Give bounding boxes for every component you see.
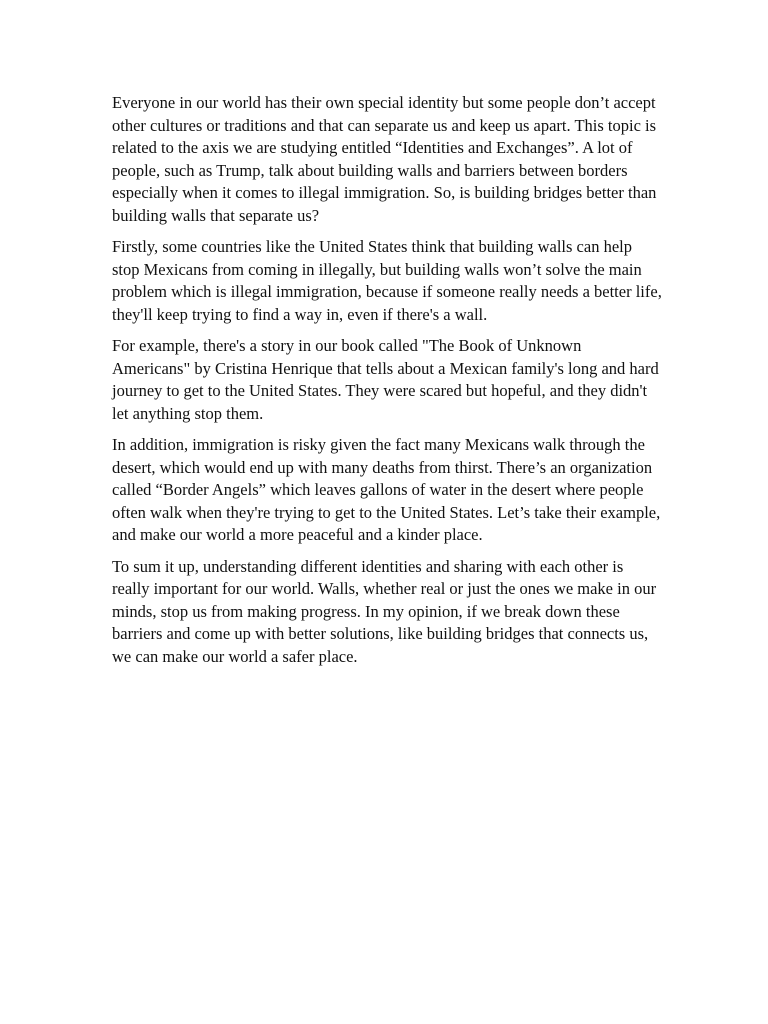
paragraph-conclusion: To sum it up, understanding different identities and sharing with each other is really important for our world. Walls, whether real or just the ones we make in our minds, stop us from making progress. In my opinion, if we break down these barriers and come up with better solutions, like building bridges that connects us, we can make our world a safer place. [112,556,657,666]
paragraph-introduction: Everyone in our world has their own special identity but some people don’t accept other cultures or traditions and that can separate us and keep us apart. This topic is related to the axis we are studying entitled “Identities and Exchanges”. A lot of people, such as Trump, talk about building walls and barriers between borders especially when it comes to illegal immigration. So, is building bridges better than building walls that separate us? [112,93,657,225]
paragraph-addition: In addition, immigration is risky given the fact many Mexicans walk through the desert, which would end up with many deaths from thirst. There’s an organization called “Border Angels” which leaves gallons of water in the desert where people often walk when they're trying to get to the United States. Let’s take their example, and make our world a more peaceful and a kinder place. [112,435,661,544]
paragraph-firstly: Firstly, some countries like the United States think that building walls can help stop Mexicans from coming in illegally, but building walls won’t solve the main problem which is illegal immigration, because if someone really needs a better life, they'll keep trying to find a way in, even if there's a wall. [112,237,662,324]
paragraph-example: For example, there's a story in our book called "The Book of Unknown Americans" by Cristina Henrique that tells about a Mexican family's long and hard journey to get to the United States. They were scared but hopeful, and they didn't let anything stop them. [112,336,659,423]
essay-body [112,92,662,677]
